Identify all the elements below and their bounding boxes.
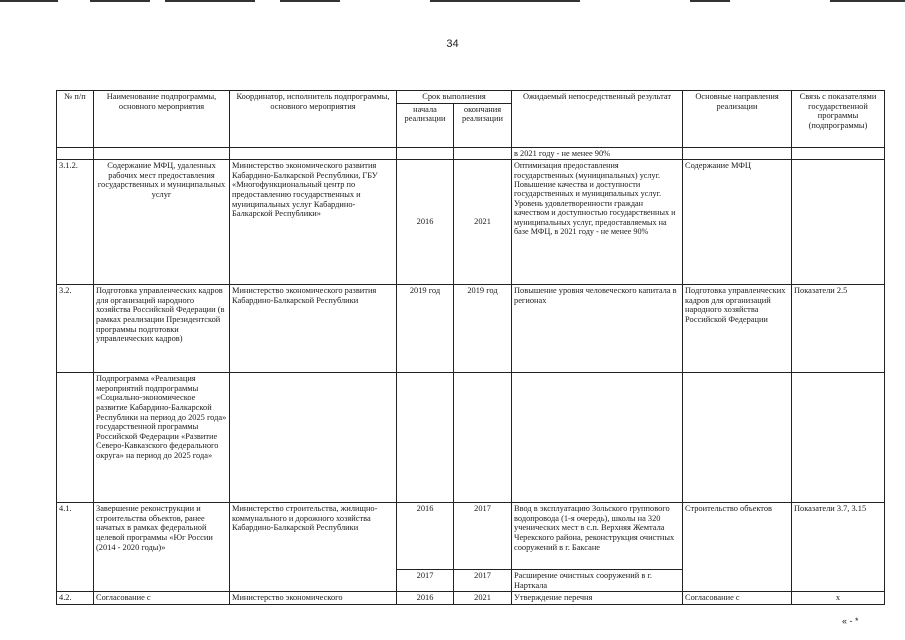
- row-link: х: [792, 592, 885, 605]
- table-row: [57, 160, 885, 285]
- row-num: 4.1.: [57, 503, 94, 592]
- row-result: Утверждение перечня: [512, 592, 683, 605]
- header-result: Ожидаемый непосредственный результат: [512, 91, 683, 148]
- table-row: [57, 592, 885, 605]
- header-end: окончания реализации: [454, 103, 512, 147]
- row-directions: Согласование с: [683, 592, 792, 605]
- table-row: [57, 147, 885, 160]
- row-end: 2019 год: [454, 285, 512, 373]
- row-coordinator: Министерство экономического развития Кабардино-Балкарской Республики, ГБУ «Многофункциональный центр по предоставлению государственных и муниципальных услуг Кабардино-Балкарской Республики»: [230, 160, 397, 285]
- subprogram-row: [57, 373, 885, 503]
- subprogram-title: Подпрограмма «Реализация мероприятий подпрограммы «Социально-экономическое развитие Кабардино-Балкарской Республики на период до 2025 года» государственной программы Российской Федерации «Развитие Северо-Кавказского федерального округа» на период до 2025 года»: [94, 373, 230, 503]
- row-start: 2019 год: [397, 285, 454, 373]
- program-table: [56, 90, 885, 605]
- row-start: 2017: [397, 570, 454, 592]
- row-num: 4.2.: [57, 592, 94, 605]
- row-name: Содержание МФЦ, удаленных рабочих мест предоставления государственных и муниципальных услуг: [94, 160, 230, 285]
- page-number: 34: [446, 38, 459, 50]
- scan-artifact-line: [430, 0, 580, 2]
- row-link: Показатели 2.5: [792, 285, 885, 373]
- row-end: 2017: [454, 503, 512, 570]
- header-num: № п/п: [57, 91, 94, 148]
- row-result: Расширение очистных сооружений в г. Нарткала: [512, 570, 683, 592]
- table-row: [57, 503, 885, 570]
- scan-artifact-line: [90, 0, 150, 2]
- row-name: Согласование с: [94, 592, 230, 605]
- row-end: 2021: [454, 160, 512, 285]
- row-directions: Подготовка управленческих кадров для организаций народного хозяйства Российской Федерации: [683, 285, 792, 373]
- table-header-row: [57, 91, 885, 104]
- scan-artifact-line: [830, 0, 905, 2]
- row-result: Оптимизация предоставления государственных (муниципальных) услуг. Повышение качества и доступности государственных и муниципальных услуг. Уровень удовлетворенности граждан качеством и доступностью государственных и муниципальных услуг, предоставляемых на базе МФЦ, в 2021 году - не менее 90%: [512, 160, 683, 285]
- row-num: [57, 373, 94, 503]
- header-start: начала реализации: [397, 103, 454, 147]
- header-directions: Основные направления реализации: [683, 91, 792, 148]
- row-end: 2017: [454, 570, 512, 592]
- row-name: Завершение реконструкции и строительства объектов, ранее начатых в рамках федеральной целевой программы «Юг России (2014 - 2020 годы)»: [94, 503, 230, 592]
- row-coordinator: Министерство экономического развития Кабардино-Балкарской Республики: [230, 285, 397, 373]
- scan-artifact-line: [280, 0, 340, 2]
- row-coordinator: Министерство экономического: [230, 592, 397, 605]
- row-start: 2016: [397, 503, 454, 570]
- row-result: Повышение уровня человеческого капитала в регионах: [512, 285, 683, 373]
- row-start: 2016: [397, 592, 454, 605]
- row-start: 2016: [397, 160, 454, 285]
- row-coordinator: Министерство строительства, жилищно-коммунального и дорожного хозяйства Кабардино-Балкарской Республики: [230, 503, 397, 592]
- table-row: [57, 285, 885, 373]
- row-link: Показатели 3.7, 3.15: [792, 503, 885, 592]
- scan-artifact-line: [690, 0, 730, 2]
- row-end: 2021: [454, 592, 512, 605]
- header-term: Срок выполнения: [397, 91, 512, 104]
- carry-over-text: в 2021 году - не менее 90%: [512, 147, 683, 160]
- row-link: [792, 160, 885, 285]
- header-coordinator: Координатор, исполнитель подпрограммы, основного мероприятия: [230, 91, 397, 148]
- scan-artifact-line: [0, 0, 58, 2]
- scan-artifact-line: [165, 0, 255, 2]
- header-link: Связь с показателями государственной программы (подпрограммы): [792, 91, 885, 148]
- row-name: Подготовка управленческих кадров для организаций народного хозяйства Российской Федерации (в рамках реализации Президентской программы подготовки управленческих кадров): [94, 285, 230, 373]
- row-directions: Содержание МФЦ: [683, 160, 792, 285]
- corner-marks: « - *: [842, 616, 859, 626]
- row-num: 3.2.: [57, 285, 94, 373]
- header-name: Наименование подпрограммы, основного мероприятия: [94, 91, 230, 148]
- row-num: 3.1.2.: [57, 160, 94, 285]
- row-directions: Строительство объектов: [683, 503, 792, 592]
- row-result: Ввод в эксплуатацию Зольского группового водопровода (1-я очередь), школы на 320 ученических мест в с.п. Верхняя Жемтала Черекского района, реконструкция очистных сооружений в г. Баксане: [512, 503, 683, 570]
